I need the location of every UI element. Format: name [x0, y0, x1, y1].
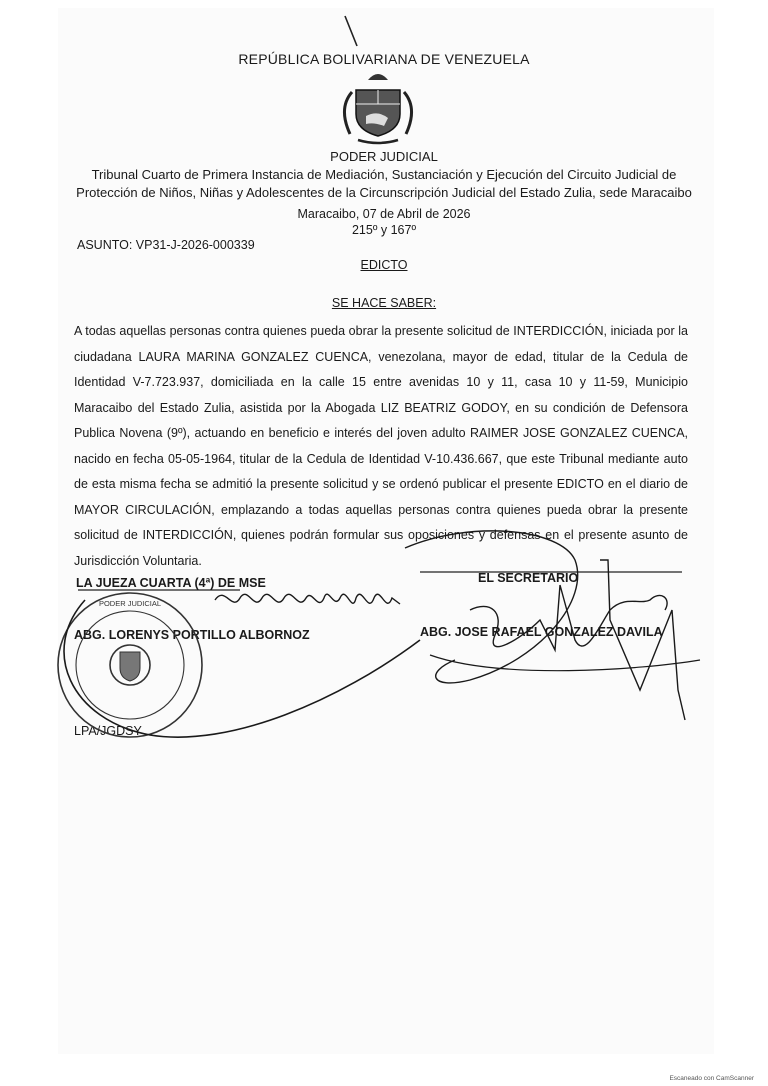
document-date: Maracaibo, 07 de Abril de 2026	[297, 207, 471, 221]
secretary-name: ABG. JOSE RAFAEL GONZALEZ DAVILA	[420, 625, 663, 639]
edict-body: A todas aquellas personas contra quienes pueda obrar la presente solicitud de INTERDICCIÓN, iniciada por la ciudadana LAURA MARINA GONZALEZ CUENCA, venezolana, mayor de edad, titular de la Cedula de Identidad V-7.723.937, domiciliada en la calle 15 entre avenidas 10 y 11, casa 10 y 11-59, Municipio Maracaibo del Estado Zulia, asistida por la Abogada LIZ BEATRIZ GODOY, en su condición de Defensora Publica Novena (9º), actuando en beneficio e interés del joven adulto RAIMER JOSE GONZALEZ CUENCA, nacido en fecha 05-05-1964, titular de la Cedula de Identidad V-10.436.667, que este Tribunal mediante auto de esta misma fecha se admitió la presente solicitud y se ordenó publicar el presente EDICTO en el diario de MAYOR CIRCULACIÓN, emplazando a todas aquellas personas contra quienes pueda obrar la presente solicitud de INTERDICCIÓN, quienes podrán formular sus oposiciones y defensas en el presente asunto de Jurisdicción Voluntaria.	[74, 324, 688, 568]
notice-heading: SE HACE SABER:	[331, 296, 437, 310]
judicial-power-title: PODER JUDICIAL	[330, 149, 438, 164]
seal-label: PODER JUDICIAL	[98, 599, 162, 608]
tribunal-name	[0, 166, 768, 202]
judge-name: ABG. LORENYS PORTILLO ALBORNOZ	[74, 628, 310, 642]
secretary-title: EL SECRETARIO	[478, 571, 579, 585]
scanner-watermark: Escaneado con CamScanner	[669, 1075, 754, 1082]
tribunal-line-2: Protección de Niños, Niñas y Adolescentes de la Circunscripción Judicial del Estado Zulia, sede Maracaibo	[76, 185, 692, 200]
republic-title: REPÚBLICA BOLIVARIANA DE VENEZUELA	[238, 51, 530, 67]
case-subject: ASUNTO: VP31-J-2026-000339	[77, 238, 255, 252]
tribunal-line-1: Tribunal Cuarto de Primera Instancia de Mediación, Sustanciación y Ejecución del Circuito Judicial de	[91, 167, 677, 182]
document-type: EDICTO	[360, 258, 408, 272]
typist-initials: LPA/JGDSY	[74, 724, 142, 738]
national-years: 215º y 167º	[351, 223, 417, 237]
judge-title: LA JUEZA CUARTA (4ª) DE MSE	[76, 576, 266, 590]
